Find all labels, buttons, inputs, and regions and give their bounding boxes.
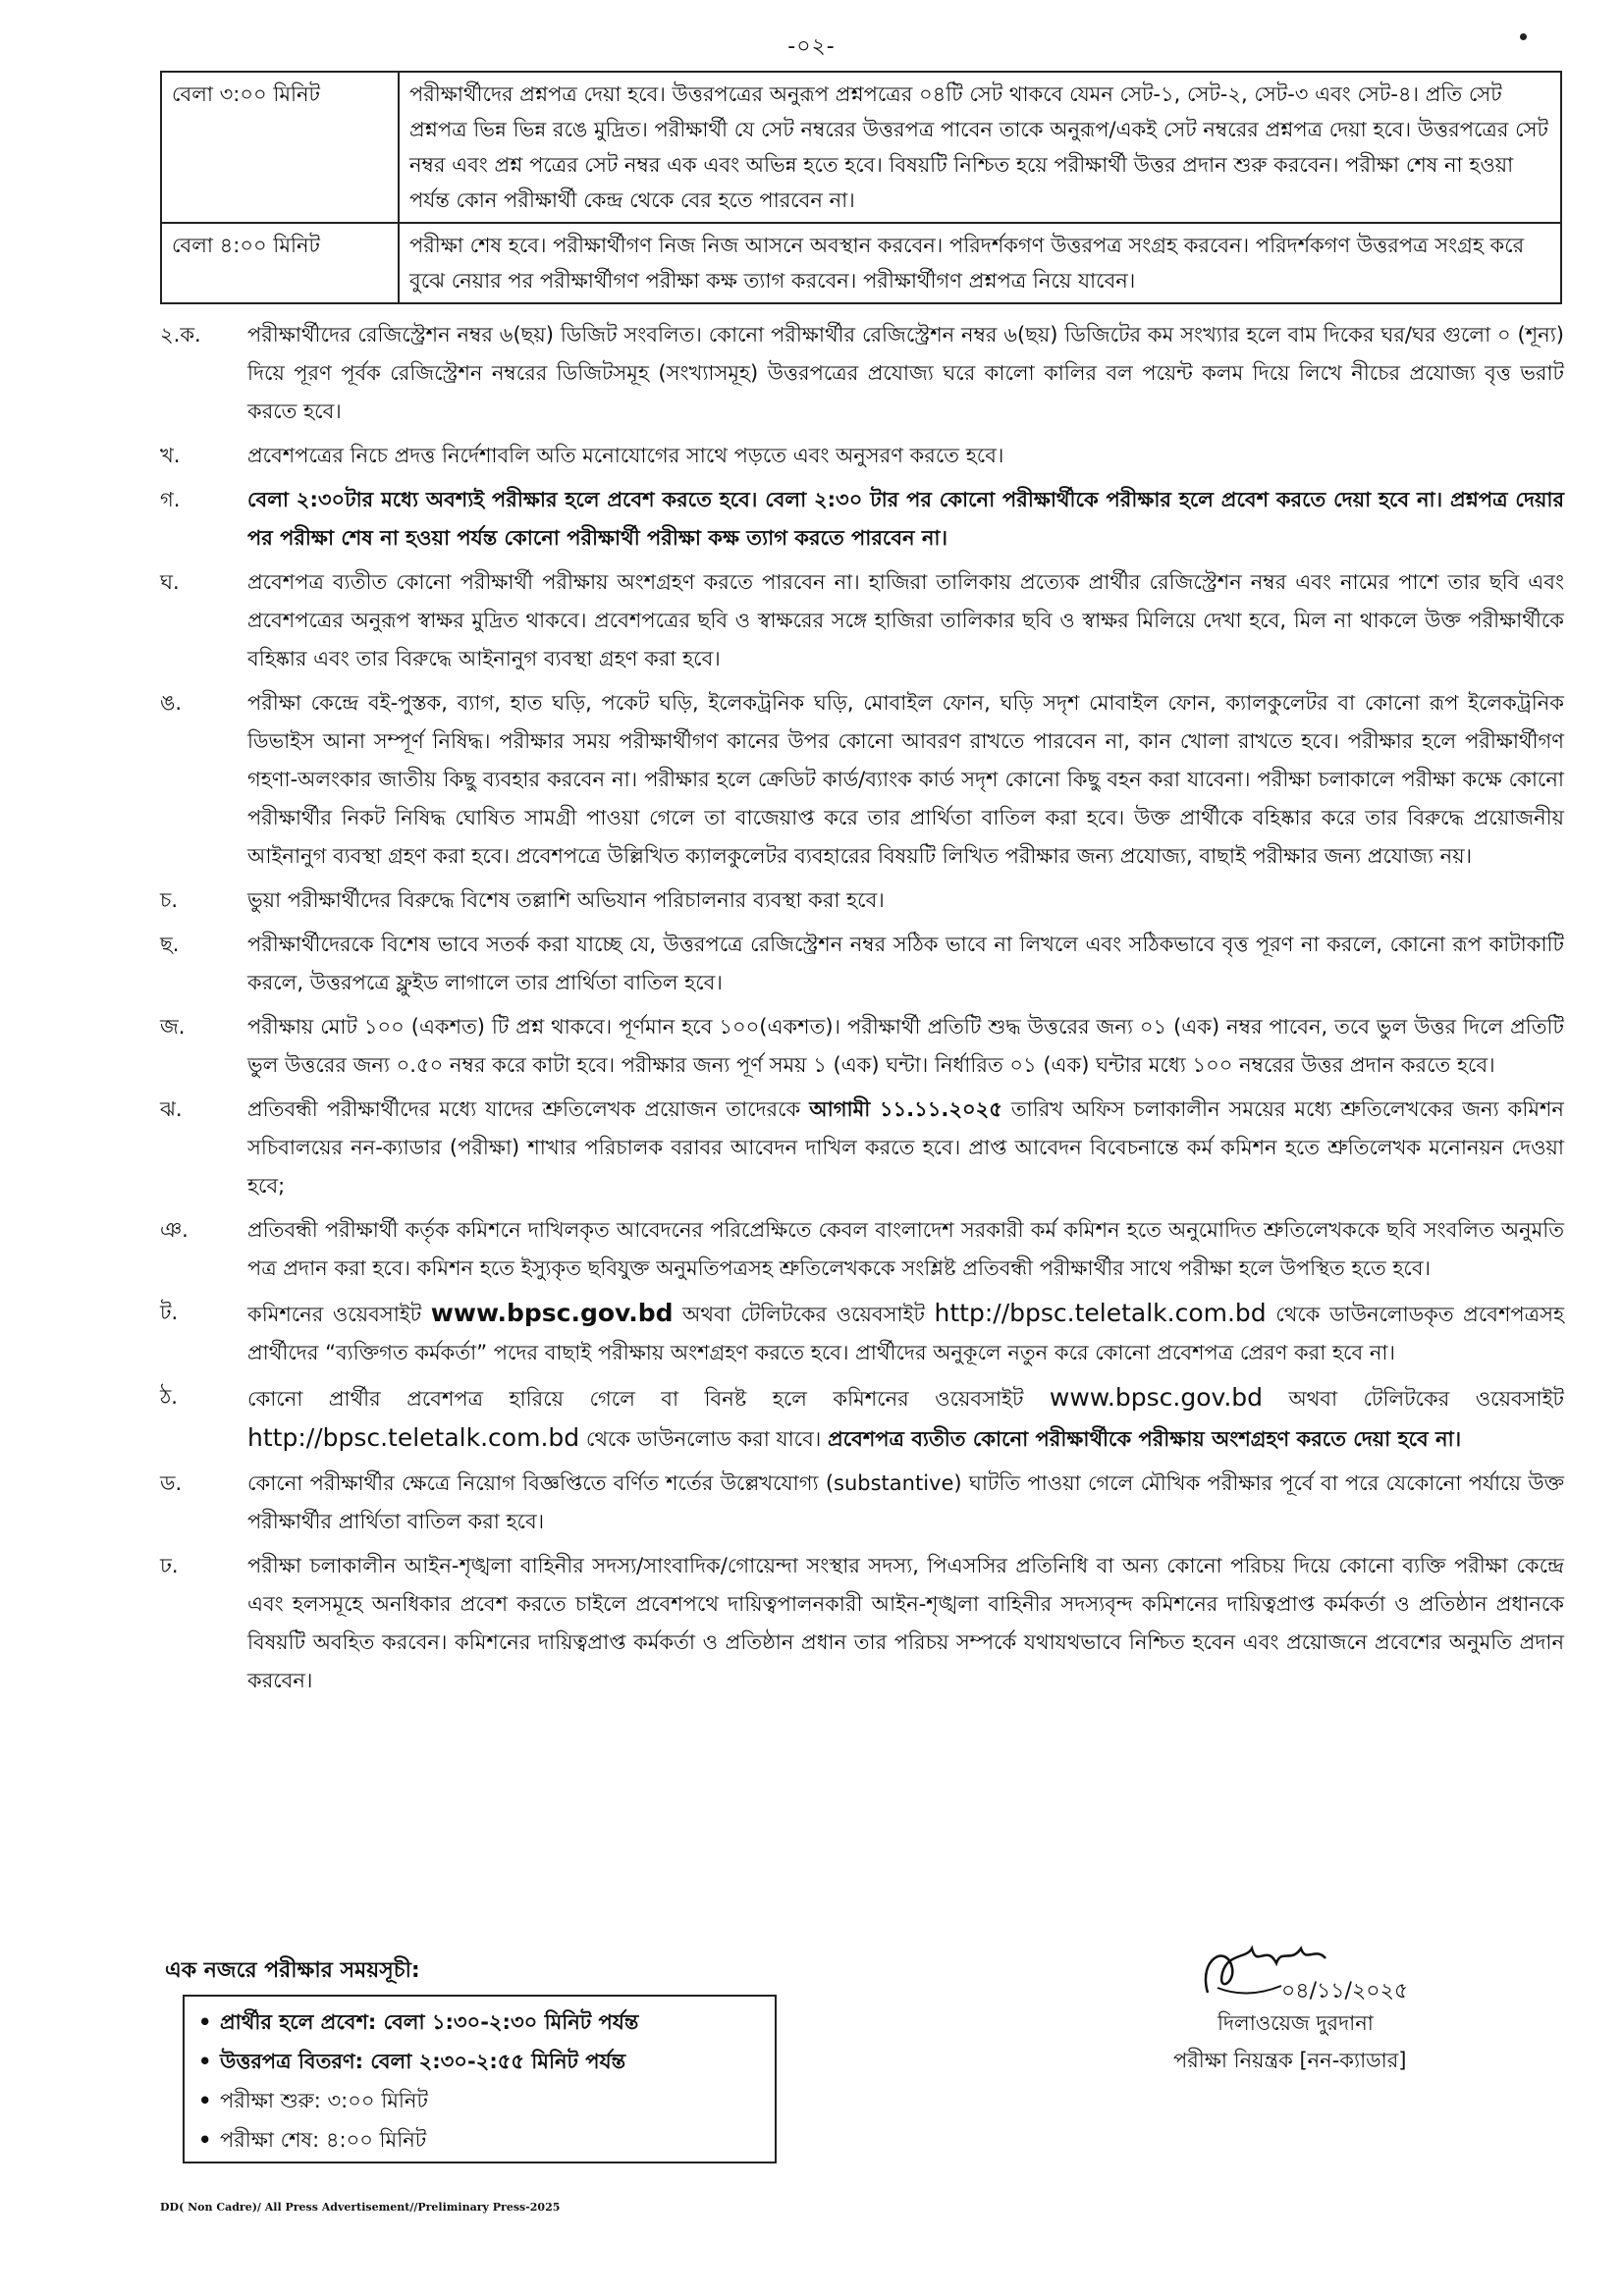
list-item (160, 1465, 1564, 1541)
item-text: পরীক্ষার্থীদের রেজিস্ট্রেশন নম্বর ৬(ছয়) ডিজিট সংবলিত। কোনো পরীক্ষার্থীর রেজিস্ট্রেশন নম্বর ৬(ছয়) ডিজিটের কম সংখ্যার হলে বাম দিকের ঘর/ঘর গুলো ০ (শূন্য) দিয়ে পূরণ পূর্বক রেজিস্ট্রেশন নম্বরের ডিজিটসমূহ (সংখ্যাসমূহ) উত্তরপত্রের প্রযোজ্য ঘরে কালো কালির বল পয়েন্ট কলম দিয়ে লিখে নীচের প্রযোজ্য বৃত্ত ভরাট করতে হবে। (247, 323, 1564, 423)
item-text-part: কোনো প্রার্থীর প্রবেশপত্র হারিয়ে গেলে বা বিনষ্ট হলে কমিশনের ওয়েবসাইট (247, 1387, 1024, 1411)
list-item (160, 316, 1564, 431)
item-text: পরীক্ষা চলাকালীন আইন-শৃঙ্খলা বাহিনীর সদস্য/সাংবাদিক/গোয়েন্দা সংস্থার সদস্য, পিএসসির প্রতিনিধি বা অন্য কোনো পরিচয় দিয়ে কোনো ব্যক্তি পরীক্ষা কেন্দ্রে এবং হলসমূহে অনধিকার প্রবেশ করতে চাইলে প্রবেশপথে দায়িত্বপালনকারী আইন-শৃঙ্খলা বাহিনীর সদস্যবৃন্দ কমিশনের দায়িত্বপ্রাপ্ত কর্মকর্তা ও প্রতিষ্ঠান প্রধানকে বিষয়টি অবহিত করবেন। কমিশনের দায়িত্বপ্রাপ্ত কর্মকর্তা ও প্রতিষ্ঠান প্রধান তার পরিচয় সম্পর্কে যথাযথভাবে নিশ্চিত হবেন এবং প্রয়োজনে প্রবেশের অনুমতি প্রদান করবেন। (247, 1554, 1564, 1692)
item-text: প্রবেশপত্রের নিচে প্রদত্ত নির্দেশাবলি অতি মনোযোগের সাথে পড়তে এবং অনুসরণ করতে হবে। (247, 444, 1004, 467)
item-text-part: অথবা টেলিটকের ওয়েবসাইট (1288, 1387, 1564, 1411)
corner-mark (1520, 33, 1527, 40)
item-text: প্রবেশপত্র ব্যতীত কোনো পরীক্ষার্থী পরীক্ষায় অংশগ্রহণ করতে পারবেন না। হাজিরা তালিকায় প্রত্যেক প্রার্থীর রেজিস্ট্রেশন নম্বর এবং নামের পাশে তার ছবি এবং প্রবেশপত্রের অনুরূপ স্বাক্ষর মুদ্রিত থাকবে। প্রবেশপত্রের ছবি ও স্বাক্ষরের সঙ্গে হাজিরা তালিকার ছবি ও স্বাক্ষর মিলিয়ে দেখা হবে, মিল না থাকলে উক্ত পরীক্ষার্থীকে বহিষ্কার এবং তার বিরুদ্ধে আইনানুগ ব্যবস্থা গ্রহণ করা হবে। (247, 570, 1564, 670)
instruction-list (160, 316, 1564, 1706)
item-bold-note: প্রবেশপত্র ব্যতীত কোনো পরীক্ষার্থীকে পরীক্ষায় অংশগ্রহণ করতে দেয়া হবে না। (828, 1427, 1462, 1451)
item-text-part: থেকে ডাউনলোডকৃত প্রবেশপত্রসহ প্রার্থীদের “ব্যক্তিগত কর্মকর্তা” পদের বাছাই পরীক্ষায় অংশগ্রহণ করতে হবে। প্রার্থীদের অনুকূলে নতুন করে কোনো প্রবেশপত্র প্রেরণ করা হবে না। (247, 1303, 1565, 1364)
list-item (160, 481, 1564, 558)
item-text: কোনো পরীক্ষার্থীর ক্ষেত্রে নিয়োগ বিজ্ঞপ্তিতে বর্ণিত শর্তের উল্লেখযোগ্য (substantive) ঘাটতি পাওয়া গেলে মৌখিক পরীক্ষার পূর্বে বা পরে যেকোনো পর্যায়ে উক্ত পরীক্ষার্থীর প্রার্থিতা বাতিল করা হবে। (247, 1471, 1564, 1533)
table-row (161, 223, 1561, 303)
list-item (160, 1547, 1564, 1700)
item-label: ঞ. (160, 1218, 189, 1242)
footer-reference: DD( Non Cadre)/ All Press Advertisement//Preliminary Press-2025 (160, 2201, 561, 2214)
item-label: চ. (160, 888, 179, 912)
item-text: বেলা ২:৩০টার মধ্যে অবশ্যই পরীক্ষার হলে প্রবেশ করতে হবে। বেলা ২:৩০ টার পর কোনো পরীক্ষার্থীকে পরীক্ষার হলে প্রবেশ করতে দেয়া হবে না। প্রশ্নপত্র দেয়ার পর পরীক্ষা শেষ না হওয়া পর্যন্ত কোনো পরীক্ষার্থী পরীক্ষা কক্ষ ত্যাগ করতে পারবেন না। (247, 488, 1564, 550)
item-text (247, 1091, 1564, 1205)
schedule-table (160, 71, 1562, 304)
schedule-time: বেলা ৩:০০ মিনিট (161, 72, 399, 223)
item-text-part: প্রতিবন্ধী পরীক্ষার্থীদের মধ্যে যাদের শ্রুতিলেখক প্রয়োজন তাদেরকে (247, 1097, 801, 1121)
item-text: পরীক্ষার্থীদেরকে বিশেষ ভাবে সতর্ক করা যাচ্ছে যে, উত্তরপত্রে রেজিস্ট্রেশন নম্বর সঠিক ভাবে না লিখলে এবং সঠিকভাবে বৃত্ত পূরণ না করলে, কোনো রূপ কাটাকাটি করলে, উত্তরপত্রে ফ্লুইড লাগালে তার প্রার্থিতা বাতিল হবে। (247, 933, 1564, 994)
glance-list (198, 2002, 761, 2160)
item-label: খ. (160, 444, 181, 467)
item-text-part: থেকে ডাউনলোড করা যাবে। (585, 1427, 822, 1451)
signature-image (1188, 1939, 1483, 2007)
glance-entry: • উত্তরপত্র বিতরণ: বেলা ২:৩০-২:৫৫ মিনিট পর্যন্ত (220, 2042, 761, 2081)
item-label: ঢ. (160, 1554, 179, 1577)
signatory-name: দিলাওয়েজ দুরদানা (1217, 2011, 1374, 2035)
item-text (247, 1378, 1564, 1459)
list-item (160, 437, 1564, 475)
glance-title: এক নজরে পরীক্ষার সময়সূচী: (165, 1958, 420, 1983)
item-label: ২.ক. (160, 323, 201, 347)
item-text-part: তারিখ অফিস চলাকালীন সময়ের মধ্যে শ্রুতিলেখকের জন্য কমিশন সচিবালয়ের নন-ক্যাডার (পরীক্ষা) শাখার পরিচালক বরাবর আবেদন দাখিল করতে হবে। প্রাপ্ত আবেদন বিবেচনান্তে কর্ম কমিশন হতে শ্রুতিলেখক মনোনয়ন দেওয়া হবে; (247, 1097, 1564, 1198)
list-item (160, 1294, 1564, 1372)
list-item (160, 1378, 1564, 1459)
item-text-part: কমিশনের ওয়েবসাইট (247, 1303, 422, 1326)
item-label: ঘ. (160, 570, 180, 594)
list-item (160, 926, 1564, 1002)
item-label: ঝ. (160, 1097, 183, 1121)
table-row (161, 72, 1561, 223)
signature-date: ০৪/১১/২০২৫ (1281, 1979, 1409, 2003)
item-text (247, 1294, 1564, 1372)
teletalk-website-link[interactable]: http://bpsc.teletalk.com.bd (934, 1299, 1267, 1327)
bpsc-website-link[interactable]: www.bpsc.gov.bd (430, 1299, 674, 1327)
item-text: পরীক্ষায় মোট ১০০ (একশত) টি প্রশ্ন থাকবে। পূর্ণমান হবে ১০০(একশত)। পরীক্ষার্থী প্রতিটি শুদ্ধ উত্তরের জন্য ০১ (এক) নম্বর পাবেন, তবে ভুল উত্তর দিলে প্রতিটি ভুল উত্তরের জন্য ০.৫০ নম্বর করে কাটা হবে। পরীক্ষার জন্য পূর্ণ সময় ১ (এক) ঘন্টা। নির্ধারিত ০১ (এক) ঘন্টার মধ্যে ১০০ নম্বরের উত্তর প্রদান করতে হবে। (247, 1015, 1564, 1077)
list-item (160, 684, 1564, 876)
teletalk-website-link[interactable]: http://bpsc.teletalk.com.bd (247, 1423, 580, 1452)
item-label: জ. (160, 1015, 186, 1039)
item-label: ঠ. (160, 1385, 178, 1409)
item-label: গ. (160, 488, 181, 511)
item-text: প্রতিবন্ধী পরীক্ষার্থী কর্তৃক কমিশনে দাখিলকৃত আবেদনের পরিপ্রেক্ষিতে কেবল বাংলাদেশ সরকারী কর্ম কমিশন হতে অনুমোদিত শ্রুতিলেখককে ছবি সংবলিত অনুমতি পত্র প্রদান করা হবে। কমিশন হতে ইস্যুকৃত ছবিযুক্ত অনুমতিপত্রসহ শ্রুতিলেখককে সংশ্লিষ্ট প্রতিবন্ধী পরীক্ষার্থীর সাথে পরীক্ষা হলে উপস্থিত হতে হবে। (247, 1218, 1564, 1280)
list-item (160, 1008, 1564, 1085)
list-item (160, 563, 1564, 678)
item-text-part: অথবা টেলিটকের ওয়েবসাইট (682, 1303, 925, 1326)
item-label: ড. (160, 1471, 183, 1495)
glance-schedule-box (183, 1995, 777, 2163)
glance-entry: • পরীক্ষা শুরু: ৩:০০ মিনিট (220, 2081, 761, 2120)
glance-entry: • প্রার্থীর হলে প্রবেশ: বেলা ১:৩০-২:৩০ মিনিট পর্যন্ত (220, 2002, 761, 2042)
list-item (160, 1211, 1564, 1288)
item-text: পরীক্ষা কেন্দ্রে বই-পুস্তক, ব্যাগ, হাত ঘড়ি, পকেট ঘড়ি, ইলেকট্রনিক ঘড়ি, মোবাইল ফোন, ঘড়ি সদৃশ মোবাইল ফোন, ক্যালকুলেটর বা কোনো রূপ ইলেকট্রনিক ডিভাইস আনা সম্পূর্ণ নিষিদ্ধ। পরীক্ষার সময় পরীক্ষার্থীগণ কানের উপর কোনো আবরণ রাখতে পারবেন না, কান খোলা রাখতে হবে। পরীক্ষার হলে পরীক্ষার্থীগণ গহণা-অলংকার জাতীয় কিছু ব্যবহার করবেন না। পরীক্ষার হলে ক্রেডিট কার্ড/ব্যাংক কার্ড সদৃশ কোনো কিছু বহন করা যাবেনা। পরীক্ষা চলাকালে পরীক্ষা কক্ষে কোনো পরীক্ষার্থীর নিকট নিষিদ্ধ ঘোষিত সামগ্রী পাওয়া গেলে তা বাজেয়াপ্ত করে তার প্রার্থিতা বাতিল করা হবে। উক্ত প্রার্থীকে বহিষ্কার করে তার বিরুদ্ধে প্রয়োজনীয় আইনানুগ ব্যবস্থা গ্রহণ করা হবে। প্রবেশপত্রে উল্লিখিত ক্যালকুলেটর ব্যবহারের বিষয়টি লিখিত পরীক্ষার জন্য প্রযোজ্য, বাছাই পরীক্ষার জন্য প্রযোজ্য নয়। (247, 691, 1564, 868)
item-label: ছ. (160, 933, 180, 956)
list-item (160, 881, 1564, 920)
signatory-title: পরীক্ষা নিয়ন্ত্রক [নন-ক্যাডার] (1173, 2049, 1407, 2072)
glance-entry: • পরীক্ষা শেষ: ৪:০০ মিনিট (220, 2120, 761, 2160)
schedule-text: পরীক্ষার্থীদের প্রশ্নপত্র দেয়া হবে। উত্তরপত্রের অনুরূপ প্রশ্নপত্রের ০৪টি সেট থাকবে যেমন সেট-১, সেট-২, সেট-৩ এবং সেট-৪। প্রতি সেট প্রশ্নপত্র ভিন্ন ভিন্ন রঙে মুদ্রিত। পরীক্ষার্থী যে সেট নম্বরের উত্তরপত্র পাবেন তাকে অনুরূপ/একই সেট নম্বরের প্রশ্নপত্র দেয়া হবে। উত্তরপত্রের সেট নম্বর এবং প্রশ্ন পত্রের সেট নম্বর এক এবং অভিন্ন হতে হবে। বিষয়টি নিশ্চিত হয়ে পরীক্ষার্থী উত্তর প্রদান শুরু করবেন। পরীক্ষা শেষ না হওয়া পর্যন্ত কোন পরীক্ষার্থী কেন্দ্র থেকে বের হতে পারবেন না। (399, 72, 1561, 223)
deadline-date: আগামী ১১.১১.২০২৫ (809, 1097, 1002, 1121)
schedule-text: পরীক্ষা শেষ হবে। পরীক্ষার্থীগণ নিজ নিজ আসনে অবস্থান করবেন। পরিদর্শকগণ উত্তরপত্র সংগ্রহ করবেন। পরিদর্শকগণ উত্তরপত্র সংগ্রহ করে বুঝে নেয়ার পর পরীক্ষার্থীগণ পরীক্ষা কক্ষ ত্যাগ করবেন। পরীক্ষার্থীগণ প্রশ্নপত্র নিয়ে যাবেন। (399, 223, 1561, 303)
bpsc-website-link[interactable]: www.bpsc.gov.bd (1049, 1383, 1264, 1412)
item-label: ঙ. (160, 691, 183, 715)
item-text: ভুয়া পরীক্ষার্থীদের বিরুদ্ধে বিশেষ তল্লাশি অভিযান পরিচালনার ব্যবস্থা করা হবে। (247, 888, 885, 912)
schedule-time: বেলা ৪:০০ মিনিট (161, 223, 399, 303)
list-item (160, 1091, 1564, 1205)
page-number: -০২- (787, 34, 836, 59)
item-label: ট. (160, 1301, 179, 1324)
